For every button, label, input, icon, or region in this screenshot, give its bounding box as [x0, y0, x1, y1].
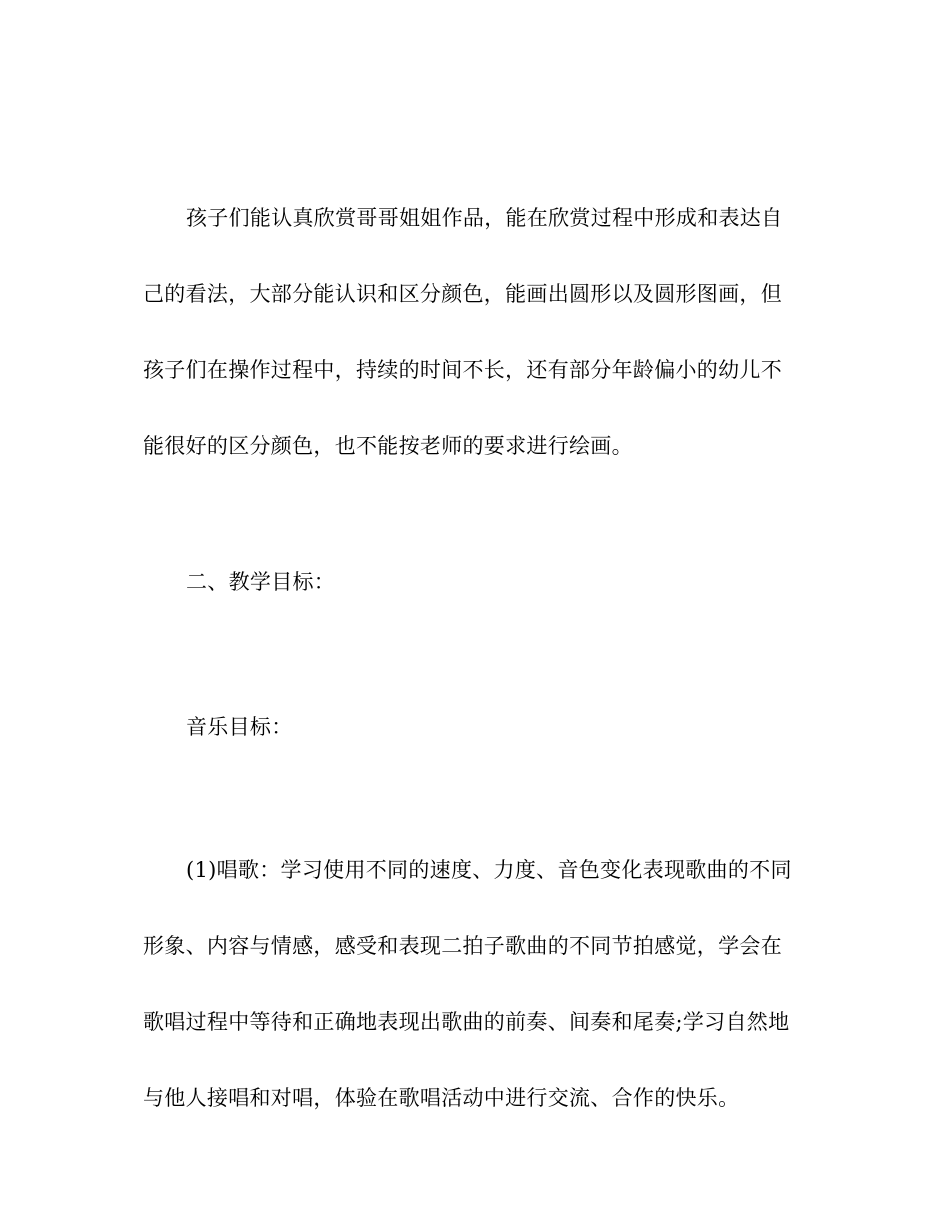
subsection-heading-music-goals [143, 689, 808, 765]
paragraph-line: 形象、内容与情感，感受和表现二拍子歌曲的不同节拍感觉，学会在 [143, 934, 782, 958]
paragraph-line: 与他人接唱和对唱，体验在歌唱活动中进行交流、合作的快乐。 [143, 1086, 740, 1110]
paragraph-line: (1)唱歌：学习使用不同的速度、力度、音色变化表现歌曲的不同 [186, 858, 792, 882]
paragraph-line: 歌唱过程中等待和正确地表现出歌曲的前奏、间奏和尾奏;学习自然地 [143, 1010, 790, 1034]
paragraph-line: 孩子们能认真欣赏哥哥姐姐作品，能在欣赏过程中形成和表达自 [186, 206, 783, 230]
paragraph-line: 孩子们在操作过程中，持续的时间不长，还有部分年龄偏小的幼儿不 [143, 358, 782, 382]
paragraph-line: 能很好的区分颜色，也不能按老师的要求进行绘画。 [143, 434, 633, 458]
paragraph-line: 己的看法，大部分能认识和区分颜色，能画出圆形以及圆形图画，但 [143, 282, 782, 306]
paragraph-singing-goal [143, 832, 808, 1136]
paragraph-observation [143, 180, 808, 484]
heading-text: 音乐目标： [186, 715, 293, 739]
section-heading-teaching-goals [143, 544, 808, 620]
heading-text: 二、教学目标： [186, 570, 336, 594]
